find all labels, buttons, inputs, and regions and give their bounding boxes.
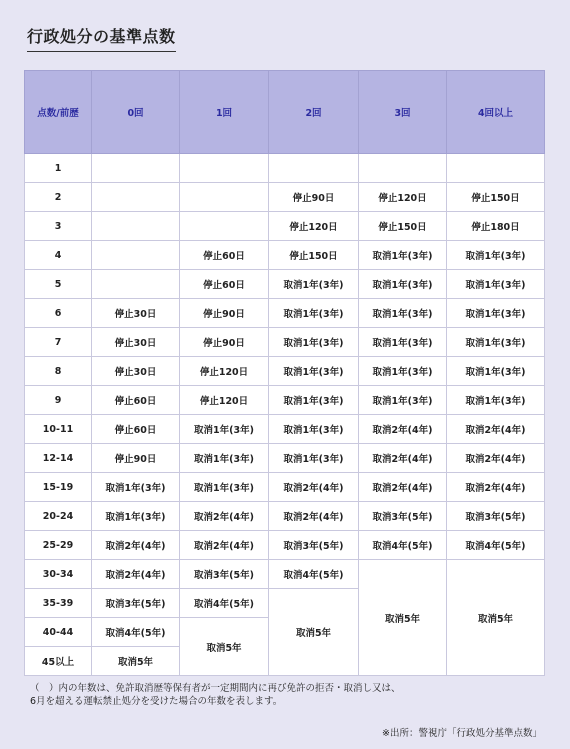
table-cell xyxy=(92,154,180,183)
table-cell: 停止30日 xyxy=(92,328,180,357)
table-cell: 取消3年(5年) xyxy=(359,502,447,531)
table-cell xyxy=(269,154,359,183)
table-cell: 停止90日 xyxy=(180,299,269,328)
table-cell xyxy=(447,154,545,183)
table-cell: 取消2年(4年) xyxy=(359,415,447,444)
header-0-times: 0回 xyxy=(92,71,180,154)
table-cell: 停止60日 xyxy=(180,241,269,270)
table-cell: 取消3年(5年) xyxy=(180,560,269,589)
table-cell: 取消3年(5年) xyxy=(269,531,359,560)
footnote-line-2: 6月を超える運転禁止処分を受けた場合の年数を表します。 xyxy=(30,696,283,707)
header-1-time: 1回 xyxy=(180,71,269,154)
header-points-history: 点数/前歴 xyxy=(25,71,92,154)
table-cell: 取消1年(3年) xyxy=(92,473,180,502)
table-row xyxy=(25,154,545,183)
table-cell: 停止90日 xyxy=(180,328,269,357)
table-cell: 取消1年(3年) xyxy=(359,386,447,415)
row-label: 3 xyxy=(25,212,92,241)
table-cell: 取消1年(3年) xyxy=(359,357,447,386)
table-cell-merged: 取消5年 xyxy=(359,560,447,676)
table-cell: 取消1年(3年) xyxy=(447,299,545,328)
table-cell: 取消3年(5年) xyxy=(447,502,545,531)
table-cell-merged: 取消5年 xyxy=(447,560,545,676)
table-cell xyxy=(92,241,180,270)
table-cell: 取消1年(3年) xyxy=(269,299,359,328)
table-cell: 取消2年(4年) xyxy=(447,473,545,502)
row-label: 7 xyxy=(25,328,92,357)
table-cell: 停止90日 xyxy=(269,183,359,212)
row-label: 4 xyxy=(25,241,92,270)
table-cell: 取消1年(3年) xyxy=(180,415,269,444)
table-row xyxy=(25,386,545,415)
table-row xyxy=(25,212,545,241)
table-cell-merged: 取消5年 xyxy=(269,589,359,676)
table-cell: 停止60日 xyxy=(180,270,269,299)
table-cell: 取消1年(3年) xyxy=(359,270,447,299)
table-row xyxy=(25,444,545,473)
table-cell xyxy=(92,270,180,299)
table-cell: 取消1年(3年) xyxy=(92,502,180,531)
header-3-times: 3回 xyxy=(359,71,447,154)
row-label: 15-19 xyxy=(25,473,92,502)
table-cell: 取消4年(5年) xyxy=(447,531,545,560)
table-cell-merged: 取消5年 xyxy=(180,618,269,676)
table-row xyxy=(25,183,545,212)
header-2-times: 2回 xyxy=(269,71,359,154)
table-cell: 取消1年(3年) xyxy=(447,328,545,357)
table-row xyxy=(25,299,545,328)
table-cell: 取消3年(5年) xyxy=(92,589,180,618)
table-row xyxy=(25,415,545,444)
row-label: 5 xyxy=(25,270,92,299)
table-cell: 取消2年(4年) xyxy=(447,415,545,444)
table-cell xyxy=(180,212,269,241)
table-cell: 取消2年(4年) xyxy=(359,444,447,473)
table-row xyxy=(25,357,545,386)
table-cell: 取消2年(4年) xyxy=(92,531,180,560)
table-cell: 取消2年(4年) xyxy=(180,531,269,560)
header-4-plus-times: 4回以上 xyxy=(447,71,545,154)
row-label: 45以上 xyxy=(25,647,92,676)
row-label: 35-39 xyxy=(25,589,92,618)
row-label: 40-44 xyxy=(25,618,92,647)
table-row xyxy=(25,241,545,270)
table-cell: 取消1年(3年) xyxy=(447,386,545,415)
table-cell: 取消1年(3年) xyxy=(359,299,447,328)
page-title: 行政処分の基準点数 xyxy=(27,24,176,52)
table-cell: 取消2年(4年) xyxy=(92,560,180,589)
table-cell: 停止150日 xyxy=(269,241,359,270)
table-cell xyxy=(359,154,447,183)
table-cell: 停止120日 xyxy=(180,357,269,386)
row-label: 1 xyxy=(25,154,92,183)
table-cell: 取消1年(3年) xyxy=(180,473,269,502)
table-cell: 取消1年(3年) xyxy=(359,241,447,270)
row-label: 10-11 xyxy=(25,415,92,444)
table-cell: 取消4年(5年) xyxy=(92,618,180,647)
table-cell xyxy=(180,154,269,183)
penalty-points-table xyxy=(24,70,545,676)
source-citation: ※出所：警視庁「行政処分基準点数」 xyxy=(382,728,542,739)
row-label: 20-24 xyxy=(25,502,92,531)
table-cell: 停止180日 xyxy=(447,212,545,241)
table-cell: 取消1年(3年) xyxy=(269,328,359,357)
row-label: 6 xyxy=(25,299,92,328)
table-cell: 取消1年(3年) xyxy=(269,270,359,299)
table-cell: 取消2年(4年) xyxy=(269,502,359,531)
table-row xyxy=(25,270,545,299)
table-cell: 停止120日 xyxy=(180,386,269,415)
table-cell: 停止30日 xyxy=(92,299,180,328)
table-cell: 停止60日 xyxy=(92,386,180,415)
row-label: 30-34 xyxy=(25,560,92,589)
table-cell: 取消1年(3年) xyxy=(447,270,545,299)
table-cell: 停止150日 xyxy=(447,183,545,212)
table-cell: 取消4年(5年) xyxy=(269,560,359,589)
table-cell: 取消1年(3年) xyxy=(447,357,545,386)
row-label: 8 xyxy=(25,357,92,386)
table-row xyxy=(25,560,545,589)
table-header-row xyxy=(25,71,545,154)
table-cell xyxy=(92,212,180,241)
table-cell: 取消1年(3年) xyxy=(269,386,359,415)
table-cell: 取消2年(4年) xyxy=(269,473,359,502)
table-cell: 取消2年(4年) xyxy=(180,502,269,531)
table-cell: 停止150日 xyxy=(359,212,447,241)
table-cell: 取消2年(4年) xyxy=(359,473,447,502)
table-cell: 取消1年(3年) xyxy=(180,444,269,473)
table-cell: 取消4年(5年) xyxy=(180,589,269,618)
row-label: 9 xyxy=(25,386,92,415)
table-cell: 停止30日 xyxy=(92,357,180,386)
footnote-line-1: （ ）内の年数は、免許取消歴等保有者が一定期間内に再び免許の拒否・取消し又は、 xyxy=(30,683,401,694)
table-row xyxy=(25,473,545,502)
row-label: 25-29 xyxy=(25,531,92,560)
table-cell xyxy=(92,183,180,212)
table-cell: 取消1年(3年) xyxy=(269,444,359,473)
table-cell: 停止90日 xyxy=(92,444,180,473)
table-cell: 取消5年 xyxy=(92,647,180,676)
table-cell: 停止120日 xyxy=(269,212,359,241)
table-cell: 取消1年(3年) xyxy=(269,415,359,444)
table-row xyxy=(25,328,545,357)
table-cell: 取消1年(3年) xyxy=(447,241,545,270)
table-cell: 停止120日 xyxy=(359,183,447,212)
table-cell: 取消2年(4年) xyxy=(447,444,545,473)
table-cell: 取消1年(3年) xyxy=(269,357,359,386)
table-cell xyxy=(180,183,269,212)
row-label: 12-14 xyxy=(25,444,92,473)
table-row xyxy=(25,531,545,560)
table-cell: 停止60日 xyxy=(92,415,180,444)
table-cell: 取消4年(5年) xyxy=(359,531,447,560)
footnote xyxy=(30,682,401,708)
table-row xyxy=(25,502,545,531)
table-cell: 取消1年(3年) xyxy=(359,328,447,357)
row-label: 2 xyxy=(25,183,92,212)
